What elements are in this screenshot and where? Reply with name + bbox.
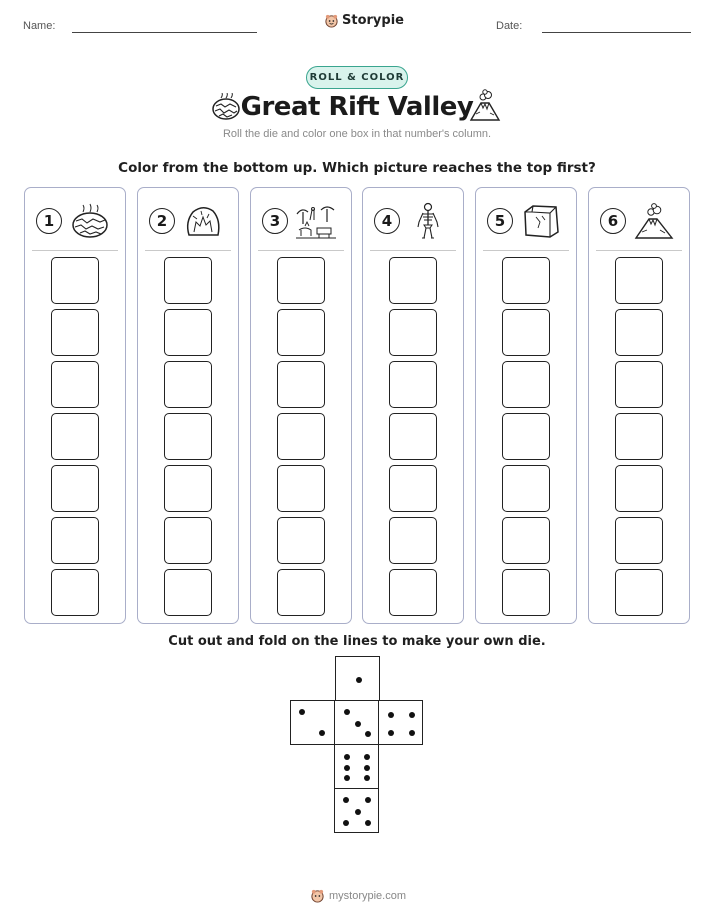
color-box[interactable] bbox=[164, 257, 212, 304]
color-box[interactable] bbox=[277, 413, 325, 460]
color-box[interactable] bbox=[615, 361, 663, 408]
color-box[interactable] bbox=[615, 517, 663, 564]
column-number: 4 bbox=[374, 208, 400, 234]
die-face-1 bbox=[335, 656, 380, 701]
column-divider bbox=[370, 250, 456, 251]
column-number: 2 bbox=[149, 208, 175, 234]
column-number: 3 bbox=[262, 208, 288, 234]
color-box[interactable] bbox=[502, 309, 550, 356]
color-box[interactable] bbox=[164, 465, 212, 512]
page-title: Great Rift Valley bbox=[240, 92, 474, 122]
brand-name: Storypie bbox=[342, 13, 404, 28]
color-box[interactable] bbox=[277, 569, 325, 616]
die-instruction: Cut out and fold on the lines to make your own die. bbox=[168, 634, 546, 649]
column-divider bbox=[145, 250, 231, 251]
color-box[interactable] bbox=[502, 361, 550, 408]
color-box[interactable] bbox=[615, 569, 663, 616]
storypie-logo-icon bbox=[310, 888, 325, 903]
storypie-logo-icon bbox=[324, 13, 339, 28]
footer-link[interactable]: mystorypie.com bbox=[329, 889, 407, 902]
name-line[interactable] bbox=[72, 32, 257, 33]
column-divider bbox=[596, 250, 682, 251]
die-pip bbox=[299, 709, 305, 715]
die-pip bbox=[344, 775, 350, 781]
color-box[interactable] bbox=[277, 361, 325, 408]
die-pip bbox=[388, 712, 394, 718]
die-pip bbox=[364, 754, 370, 760]
die-face-5 bbox=[334, 788, 379, 833]
column-divider bbox=[32, 250, 118, 251]
column-number: 1 bbox=[36, 208, 62, 234]
color-box[interactable] bbox=[277, 257, 325, 304]
column-number: 6 bbox=[600, 208, 626, 234]
color-box[interactable] bbox=[615, 413, 663, 460]
column-divider bbox=[483, 250, 569, 251]
die-pip bbox=[356, 677, 362, 683]
column-4 bbox=[362, 187, 464, 624]
volcano-icon bbox=[468, 89, 502, 123]
color-box[interactable] bbox=[51, 309, 99, 356]
color-box[interactable] bbox=[51, 413, 99, 460]
date-line[interactable] bbox=[542, 32, 691, 33]
color-box[interactable] bbox=[389, 569, 437, 616]
column-3 bbox=[250, 187, 352, 624]
roll-and-color-badge: ROLL & COLOR bbox=[306, 66, 408, 89]
lava-field-icon bbox=[69, 202, 111, 240]
color-box[interactable] bbox=[502, 257, 550, 304]
color-box[interactable] bbox=[277, 309, 325, 356]
die-pip bbox=[344, 709, 350, 715]
die-pip bbox=[365, 797, 371, 803]
color-box[interactable] bbox=[502, 413, 550, 460]
color-box[interactable] bbox=[164, 569, 212, 616]
color-box[interactable] bbox=[615, 309, 663, 356]
brand-logo bbox=[324, 13, 404, 28]
color-box[interactable] bbox=[51, 569, 99, 616]
die-pip bbox=[388, 730, 394, 736]
color-box[interactable] bbox=[502, 517, 550, 564]
die-pip bbox=[365, 731, 371, 737]
column-divider bbox=[258, 250, 344, 251]
color-box[interactable] bbox=[164, 309, 212, 356]
savanna-landscape-icon bbox=[295, 202, 337, 240]
instruction: Color from the bottom up. Which picture reaches the top first? bbox=[118, 160, 596, 176]
color-box[interactable] bbox=[502, 465, 550, 512]
die-pip bbox=[319, 730, 325, 736]
footer bbox=[310, 888, 406, 903]
die-pip bbox=[364, 775, 370, 781]
die-pip bbox=[364, 765, 370, 771]
column-number: 5 bbox=[487, 208, 513, 234]
die-pip bbox=[343, 820, 349, 826]
volcano-icon bbox=[633, 202, 675, 240]
rock-block-icon bbox=[520, 202, 562, 240]
color-box[interactable] bbox=[277, 517, 325, 564]
color-box[interactable] bbox=[389, 465, 437, 512]
date-label: Date: bbox=[496, 20, 523, 32]
geode-icon bbox=[182, 202, 224, 240]
die-face-4 bbox=[378, 700, 423, 745]
color-box[interactable] bbox=[277, 465, 325, 512]
die-pip bbox=[355, 809, 361, 815]
die-face-6 bbox=[334, 744, 379, 789]
subtitle: Roll the die and color one box in that number's column. bbox=[222, 128, 492, 140]
column-1 bbox=[24, 187, 126, 624]
color-box[interactable] bbox=[164, 413, 212, 460]
name-label: Name: bbox=[23, 20, 56, 32]
color-box[interactable] bbox=[389, 309, 437, 356]
skeleton-fossil-icon bbox=[407, 202, 449, 240]
color-box[interactable] bbox=[615, 465, 663, 512]
color-box[interactable] bbox=[51, 257, 99, 304]
column-6 bbox=[588, 187, 690, 624]
color-box[interactable] bbox=[389, 517, 437, 564]
die-pip bbox=[355, 721, 361, 727]
color-box[interactable] bbox=[164, 361, 212, 408]
die-pip bbox=[409, 712, 415, 718]
die-face-2 bbox=[290, 700, 335, 745]
color-box[interactable] bbox=[389, 361, 437, 408]
die-pip bbox=[344, 765, 350, 771]
color-box[interactable] bbox=[615, 257, 663, 304]
die-face-3 bbox=[334, 700, 379, 745]
die-pip bbox=[343, 797, 349, 803]
column-5 bbox=[475, 187, 577, 624]
color-box[interactable] bbox=[51, 517, 99, 564]
color-box[interactable] bbox=[389, 257, 437, 304]
color-box[interactable] bbox=[51, 361, 99, 408]
color-box[interactable] bbox=[164, 517, 212, 564]
color-box[interactable] bbox=[51, 465, 99, 512]
column-2 bbox=[137, 187, 239, 624]
die-pip bbox=[344, 754, 350, 760]
color-box[interactable] bbox=[502, 569, 550, 616]
color-box[interactable] bbox=[389, 413, 437, 460]
die-pip bbox=[409, 730, 415, 736]
die-pip bbox=[365, 820, 371, 826]
